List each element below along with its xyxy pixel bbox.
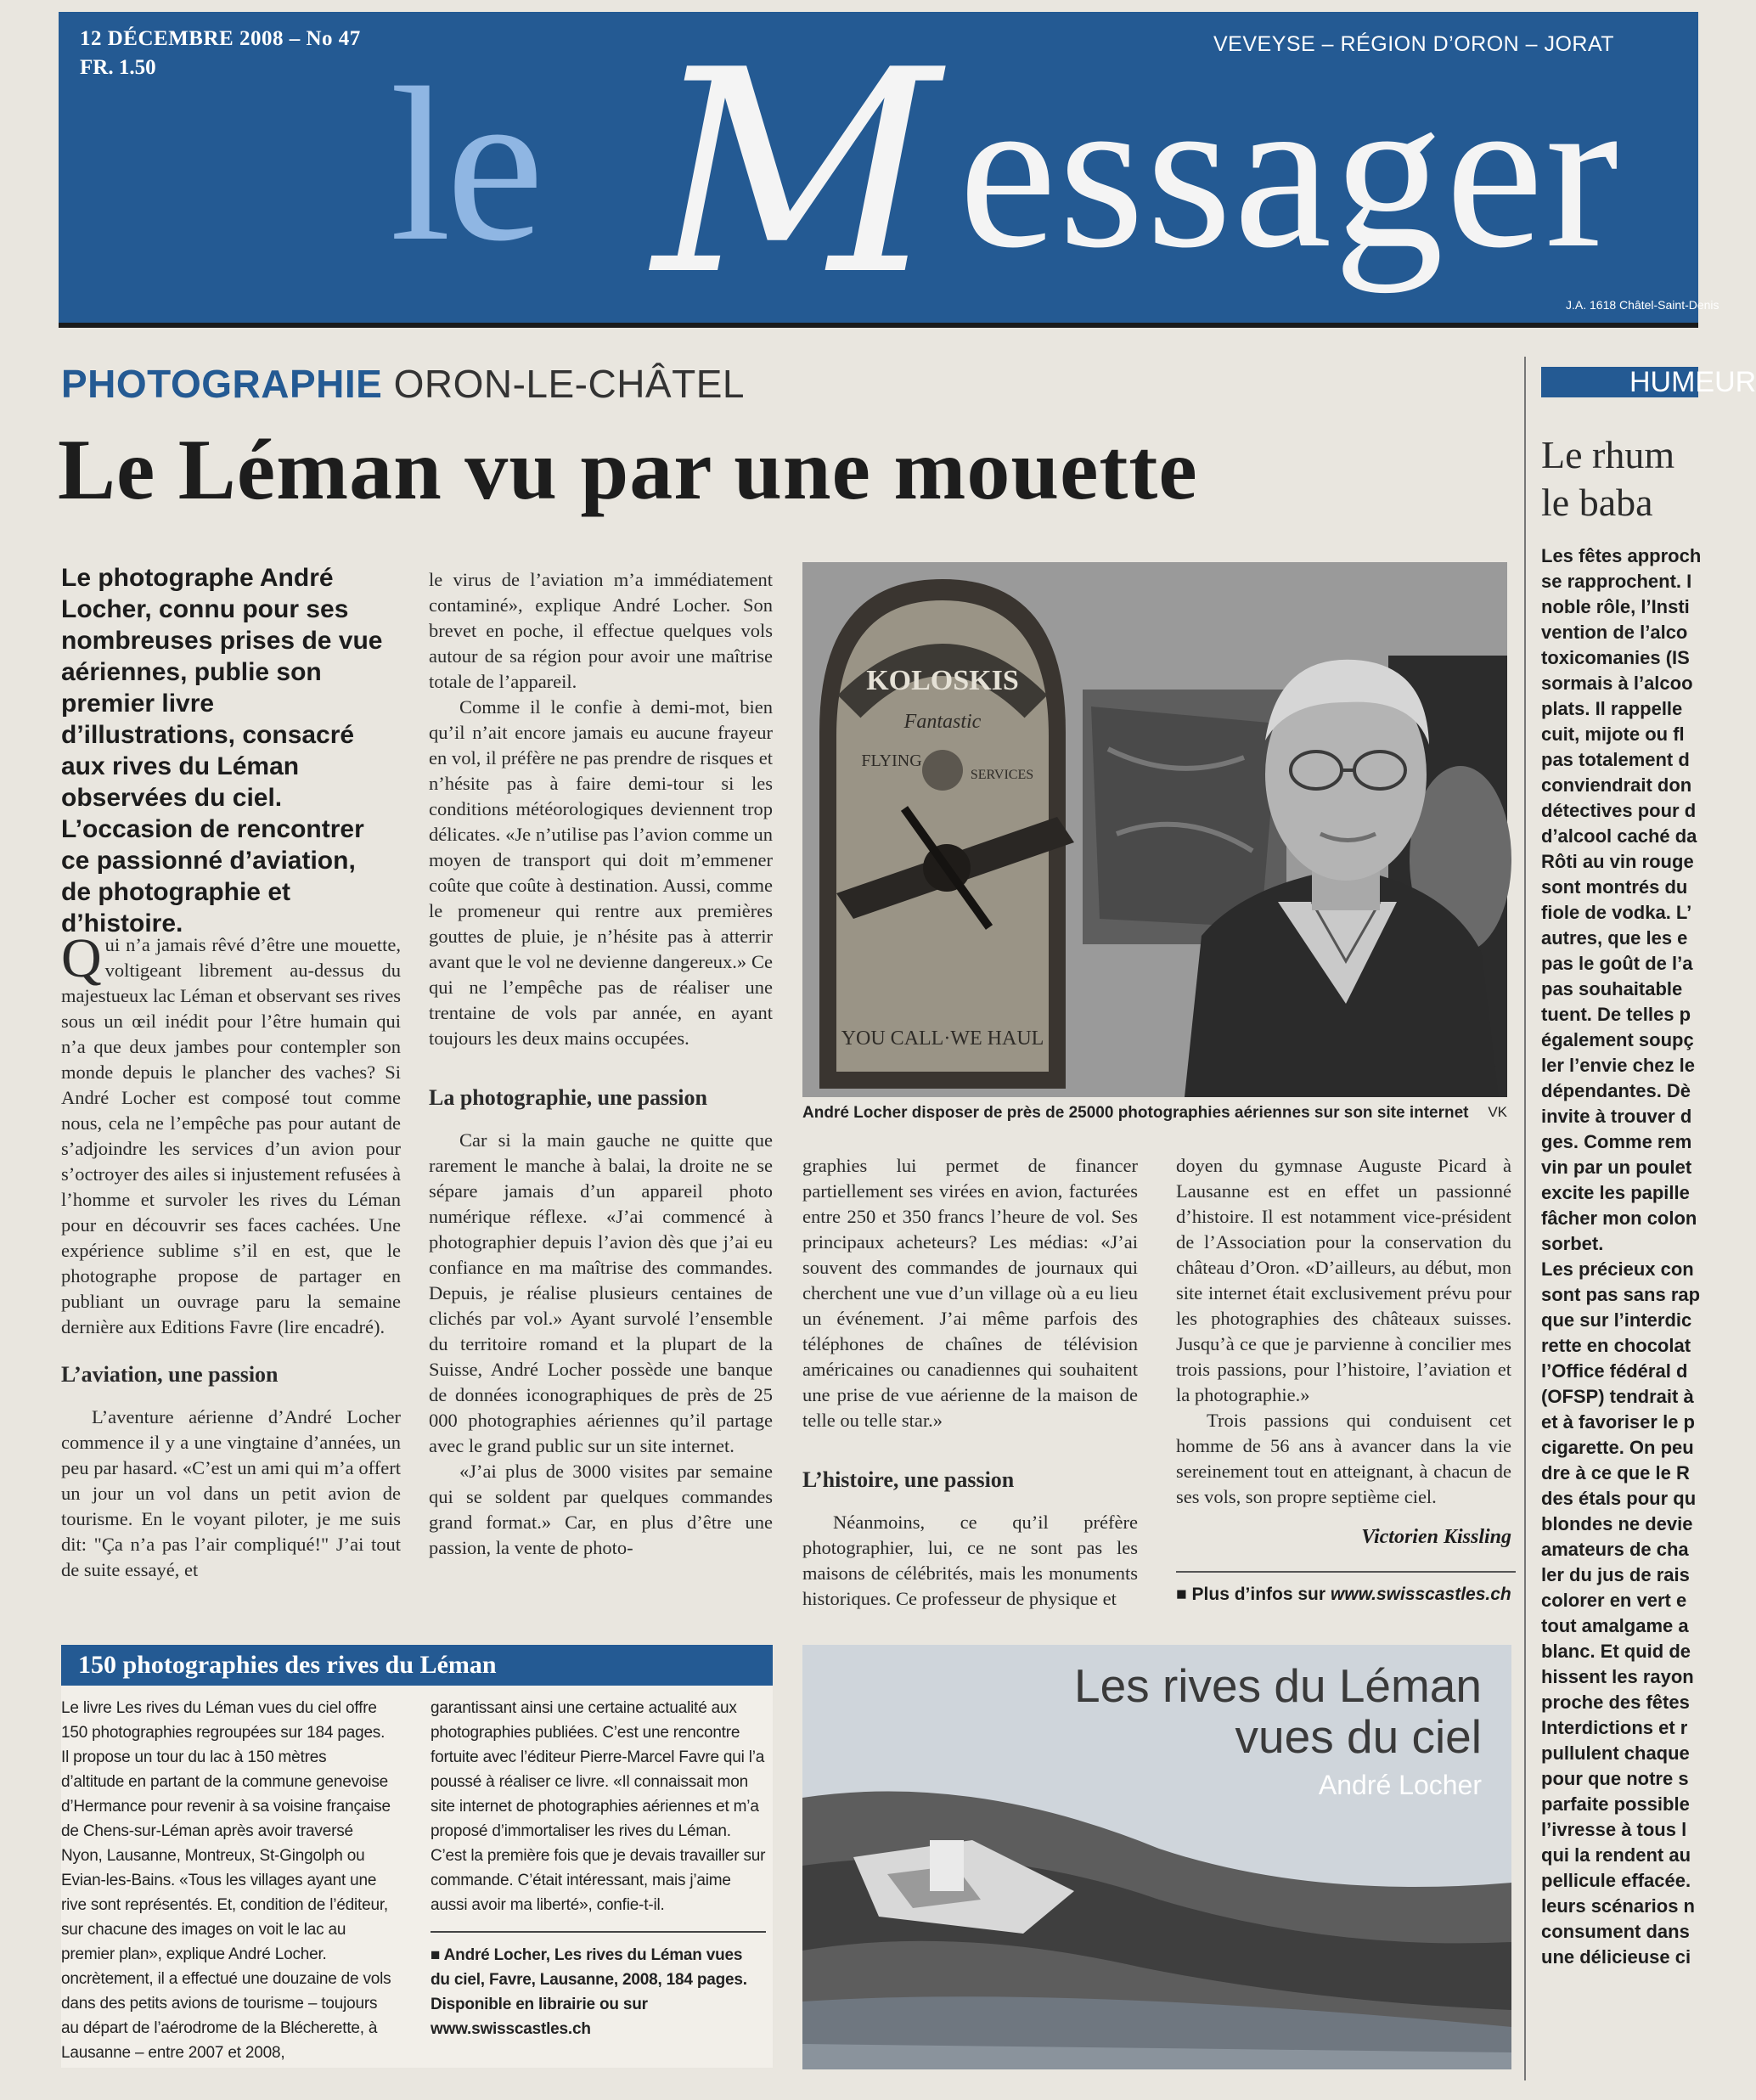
sidebar-line: amateurs de cha xyxy=(1541,1539,1689,1560)
sidebar-line: blondes ne devie xyxy=(1541,1513,1693,1534)
masthead xyxy=(59,10,1719,336)
portrait-photo xyxy=(802,562,1507,1097)
sidebar-line: rette en chocolat xyxy=(1541,1335,1691,1356)
sidebar-line: qui la rendent au xyxy=(1541,1844,1691,1866)
sidebar-line: plats. Il rappelle xyxy=(1541,698,1683,719)
sidebar-line: Les fêtes approch xyxy=(1541,545,1702,566)
sidebar-line: consument dans xyxy=(1541,1921,1690,1942)
sidebar-line: pas totalement d xyxy=(1541,749,1690,770)
website-link[interactable]: www.swisscastles.ch xyxy=(1330,1585,1511,1604)
box-column-1: Le livre Les rives du Léman vues du ciel offre 150 photographies regroupées sur 184 pages. Il propose un tour du lac à 150 mètres d’altitude en partant de la commune genevoise d’Hermance pour revenir à sa voisine française de Chens-sur-Léman après avoir traversé Nyon, Lausanne, Montreux, St-Gingolph ou Evian-les-Bains. «Tous les villages ayant une rive sont représentés. Et, condition de l’éditeur, sur chacune des images on voit le lac au premier plan», explique André Locher. oncrètement, il a effectué une douzaine de vols dans des petits avions de tourisme – toujours au départ de l’aérodrome de la Blécherette, à Lausanne – entre 2007 et 2008, xyxy=(61,1699,391,2062)
info-box xyxy=(61,1686,773,2068)
paragraph: doyen du gymnase Auguste Picard à Lausanne est en effet un passionné d’histoire. Il est notamment vice-président de l’Association pour la conservation du château d’Oron. «D’ailleurs, au début, mon site internet était exclusivement prévu pour les photographies des châteaux suisses. Jusqu’à ce que je parvienne à concilier mes trois passions, pour l’histoire, l’aviation et la photographie.» xyxy=(1176,1155,1511,1405)
sidebar-line: fiole de vodka. L’ xyxy=(1541,902,1692,923)
sidebar-line: sormais à l’alcoo xyxy=(1541,673,1693,694)
sidebar-line: également soupç xyxy=(1541,1029,1694,1050)
rubric-location: ORON-LE-CHÂTEL xyxy=(393,362,745,406)
sidebar-line: d’alcool caché da xyxy=(1541,825,1697,847)
rubric-line xyxy=(61,361,745,407)
svg-text:SERVICES: SERVICES xyxy=(970,768,1034,782)
column-divider xyxy=(1524,357,1526,2080)
region-line: VEVEYSE – RÉGION D’ORON – JORAT xyxy=(1213,32,1615,56)
svg-text:Fantastic: Fantastic xyxy=(903,711,982,733)
sidebar-line: vention de l’alco xyxy=(1541,622,1688,643)
issue-price: FR. 1.50 xyxy=(80,56,156,79)
paragraph: «J’ai plus de 3000 visites par semaine qui se soldent par quelques commandes grand format.» Car, en plus d’être une passion, la vente de photo- xyxy=(429,1461,773,1558)
sidebar-line: tuent. De telles p xyxy=(1541,1004,1691,1025)
sidebar-line: hissent les rayon xyxy=(1541,1666,1694,1687)
sidebar-line: Les précieux con xyxy=(1541,1258,1694,1280)
sidebar-line: excite les papille xyxy=(1541,1182,1690,1203)
sidebar-line: parfaite possible xyxy=(1541,1793,1690,1815)
paragraph: Néanmoins, ce qu’il préfère photographier, lui, ce ne sont pas les maisons de célébrités, mais les monuments historiques. Ce professeur de physique et xyxy=(802,1512,1138,1609)
sidebar-line: des étals pour qu xyxy=(1541,1488,1697,1509)
box-title: 150 photographies des rives du Léman xyxy=(61,1645,773,1686)
drop-cap: Q xyxy=(61,927,102,989)
sidebar-line: cuit, mijote ou fl xyxy=(1541,723,1685,745)
book-title: Les rives du Léman vues du ciel xyxy=(1074,1659,1482,1763)
sidebar-line: proche des fêtes xyxy=(1541,1692,1690,1713)
sidebar-line: toxicomanies (IS xyxy=(1541,647,1690,668)
paragraph: Trois passions qui conduisent cet homme de 56 ans à avancer dans la vie sereinement tout en atteignant, à chacun de ses vols, son propre septième ciel. xyxy=(1176,1410,1511,1507)
box-column-2: garantissant ainsi une certaine actualité aux photographies publiées. C’est une rencontre fortuite avec l’éditeur Pierre-Marcel Favre qui l’a poussé à réaliser ce livre. «Il connaissait mon site internet de photographies aériennes et m’a proposé d’immortaliser les rives du Léman. C’est la première fois que je devais travailler sur commande. C’était intéressant, mais j’aime aussi avoir ma liberté», confie-t-il. ■ André Locher, Les rives du Léman vues du ciel, Favre, Lausanne, 2008, 184 pages. Disponible en librairie ou sur www.swisscastles.ch xyxy=(431,1696,766,2041)
sidebar-line: leurs scénarios n xyxy=(1541,1895,1695,1917)
square-bullet-icon: ■ xyxy=(1176,1585,1187,1604)
postal-line: J.A. 1618 Châtel-Saint-Denis xyxy=(1566,298,1719,312)
paragraph: Comme il le confie à demi-mot, bien qu’il n’ait encore jamais eu aucune frayeur en vol, il préfère ne pas prendre de risques et n’hésite pas à faire demi-tour si les conditions météorologiques deviennent trop délicates. «Je n’utilise pas l’avion comme un moyen de transport qui doit m’emmener coûte que coûte à destination. Aussi, comme le promeneur qui rentre aux premières gouttes de pluie, je n’hésite pas à atterrir avant que le vol ne devienne dangereux.» Ce qui ne l’empêche pas de réaliser une trentaine de vols par année, en ayant toujours les deux mains occupées. xyxy=(429,696,773,1049)
sidebar-line: tout amalgame a xyxy=(1541,1615,1689,1636)
photo-credit: VK xyxy=(1488,1104,1507,1120)
photo-caption: VK André Locher disposer de près de 25000 photographies aériennes sur son site internet xyxy=(802,1104,1507,1122)
sidebar-line: sont montrés du xyxy=(1541,876,1688,898)
sidebar-line: l’ivresse à tous l xyxy=(1541,1819,1687,1840)
sidebar-line: se rapprochent. I xyxy=(1541,571,1692,592)
book-note: ■ André Locher, Les rives du Léman vues du ciel, Favre, Lausanne, 2008, 184 pages. Disponible en librairie ou sur www.swisscastles.ch xyxy=(431,1931,766,2041)
photo-illustration xyxy=(802,562,1507,1097)
svg-text:KOLOSKIS: KOLOSKIS xyxy=(866,665,1019,696)
sidebar-line: pas souhaitable xyxy=(1541,978,1683,999)
article-column-3 xyxy=(802,1153,1138,1612)
sidebar-line: ler l’envie chez le xyxy=(1541,1055,1695,1076)
lead-paragraph: Le photographe André Locher, connu pour ses nombreuses prises de vue aériennes, publie son premier livre d’illustrations, consacré aux rives du Léman observées du ciel. L’occasion de rencontrer ce passionné d’aviation, de photographie et d’histoire. xyxy=(61,564,383,937)
masthead-logo-m: M xyxy=(653,10,940,336)
sidebar-line: sorbet. xyxy=(1541,1233,1604,1254)
sidebar-line: colorer en vert e xyxy=(1541,1590,1687,1611)
sidebar-line: Interdictions et r xyxy=(1541,1717,1688,1738)
sidebar-line: détectives pour d xyxy=(1541,800,1697,821)
sidebar-line: ler du jus de rais xyxy=(1541,1564,1690,1585)
article-column-4 xyxy=(1176,1153,1511,1510)
sidebar-text xyxy=(1541,543,1703,1970)
sidebar-line: cigarette. On peu xyxy=(1541,1437,1694,1458)
sidebar-line: blanc. Et quid de xyxy=(1541,1641,1691,1662)
paragraph: L’aventure aérienne d’André Locher commence il y a une vingtaine d’années, un peu par hasard. «C’est un ami qui m’a offert un jour un vol dans un petit avion de tourisme. En le voyant piloter, je me suis dit: "Ça n’a pas l’air compliqué!" J’ai tout de suite essayé, et xyxy=(61,1406,401,1580)
sidebar-line: Rôti au vin rouge xyxy=(1541,851,1694,872)
sidebar-line: que sur l’interdic xyxy=(1541,1309,1692,1331)
sidebar-tab: HUMEUR xyxy=(1541,367,1698,397)
sidebar-line: sont pas sans rap xyxy=(1541,1284,1701,1305)
square-bullet-icon: ■ xyxy=(431,1946,444,1964)
sidebar-line: une délicieuse ci xyxy=(1541,1946,1691,1968)
sidebar-line: pour que notre s xyxy=(1541,1768,1689,1789)
sidebar-line: dépendantes. Dè xyxy=(1541,1080,1691,1101)
headline: Le Léman vu par une mouette xyxy=(58,422,1198,518)
masthead-logo-rest: essager xyxy=(959,49,1621,294)
svg-text:FLYING: FLYING xyxy=(861,752,922,770)
book-author: André Locher xyxy=(1318,1770,1482,1800)
sidebar-line: invite à trouver d xyxy=(1541,1106,1692,1127)
sidebar-line: dre à ce que le R xyxy=(1541,1462,1690,1484)
sidebar-line: l’Office fédéral d xyxy=(1541,1360,1688,1382)
sidebar-line: conviendrait don xyxy=(1541,774,1692,796)
paragraph: Qui n’a jamais rêvé d’être une mouette, voltigeant librement au-dessus du majestueux lac Léman et observant ses rives sous un œil inédit pour l’être humain qui n’a que deux jambes pour contempler son monde depuis le plancher des vaches? Si André Locher est composé tout comme nous, cela ne l’empêche pas pour autant de s’adjoindre les services d’un avion pour s’octroyer des ailes si injustement refusées à l’homme et survoler les rives du Léman pour en découvrir ses faces cachées. Une expérience sublime s’il en est, que le photographe propose de partager en publiant un ouvrage paru la semaine dernière aux Editions Favre (lire encadré). xyxy=(61,927,401,1337)
subheading-aviation: L’aviation, une passion xyxy=(61,1362,279,1387)
sidebar-line: (OFSP) tendrait à xyxy=(1541,1386,1694,1407)
sidebar-line: ges. Comme rem xyxy=(1541,1131,1692,1152)
sidebar-line: autres, que les e xyxy=(1541,927,1688,949)
subheading-photographie: La photographie, une passion xyxy=(429,1085,707,1110)
article-column-1 xyxy=(61,927,401,1583)
sidebar-line: pas le goût de l’a xyxy=(1541,953,1693,974)
article-column-2 xyxy=(429,567,773,1561)
sidebar-line: noble rôle, l’Insti xyxy=(1541,596,1690,617)
paragraph: graphies lui permet de financer partiellement ses virées en avion, facturées entre 250 et 350 francs l’heure de vol. Ses principaux acheteurs? Les médias: «J’ai souvent des commandes de journaux qui cherchent une vue d’un village où a eu lieu un événement. J’ai même parfois des téléphones de chaînes de télévision américaines ou canadiennes qui souhaitent une prise de vue aérienne de la maison de telle ou telle star.» xyxy=(802,1155,1138,1431)
sidebar-line: pellicule effacée. xyxy=(1541,1870,1691,1891)
paragraph: le virus de l’aviation m’a immédiatement contaminé», explique André Locher. Son brevet en poche, il effectue quelques vols autour de sa région pour avoir une maîtrise totale de l’appareil. xyxy=(429,569,773,692)
rubric: PHOTOGRAPHIE xyxy=(61,362,383,406)
subheading-histoire: L’histoire, une passion xyxy=(802,1467,1015,1492)
sidebar-line: pullulent chaque xyxy=(1541,1742,1690,1764)
masthead-logo-le: le xyxy=(390,42,539,287)
sidebar-line: vin par un poulet xyxy=(1541,1157,1692,1178)
more-info: ■ Plus d’infos sur www.swisscastles.ch xyxy=(1176,1571,1516,1605)
sidebar-headline: Le rhum le baba xyxy=(1541,433,1675,524)
author-signature: Victorien Kissling xyxy=(1361,1526,1511,1548)
sidebar-line: fâcher mon colon xyxy=(1541,1208,1697,1229)
sidebar-line: et à favoriser le p xyxy=(1541,1411,1695,1433)
issue-date: 12 DÉCEMBRE 2008 – No 47 xyxy=(80,27,361,50)
paragraph: Car si la main gauche ne quitte que rarement le manche à balai, la droite ne se sépare jamais d’un appareil photo numérique réflexe. «J’ai commencé à photographier depuis l’avion dès que j’ai eu confiance en ma maîtrise des commandes. Depuis, je réalise plusieurs centaines de clichés par vol.» Ayant survolé l’ensemble du territoire romand et la plupart de la Suisse, André Locher possède une banque de données iconographiques de près de 25 000 photographies aériennes qu’il partage avec le grand public sur un site internet. xyxy=(429,1129,773,1456)
book-cover xyxy=(802,1645,1511,2069)
svg-text:YOU CALL·WE HAUL: YOU CALL·WE HAUL xyxy=(841,1027,1044,1050)
